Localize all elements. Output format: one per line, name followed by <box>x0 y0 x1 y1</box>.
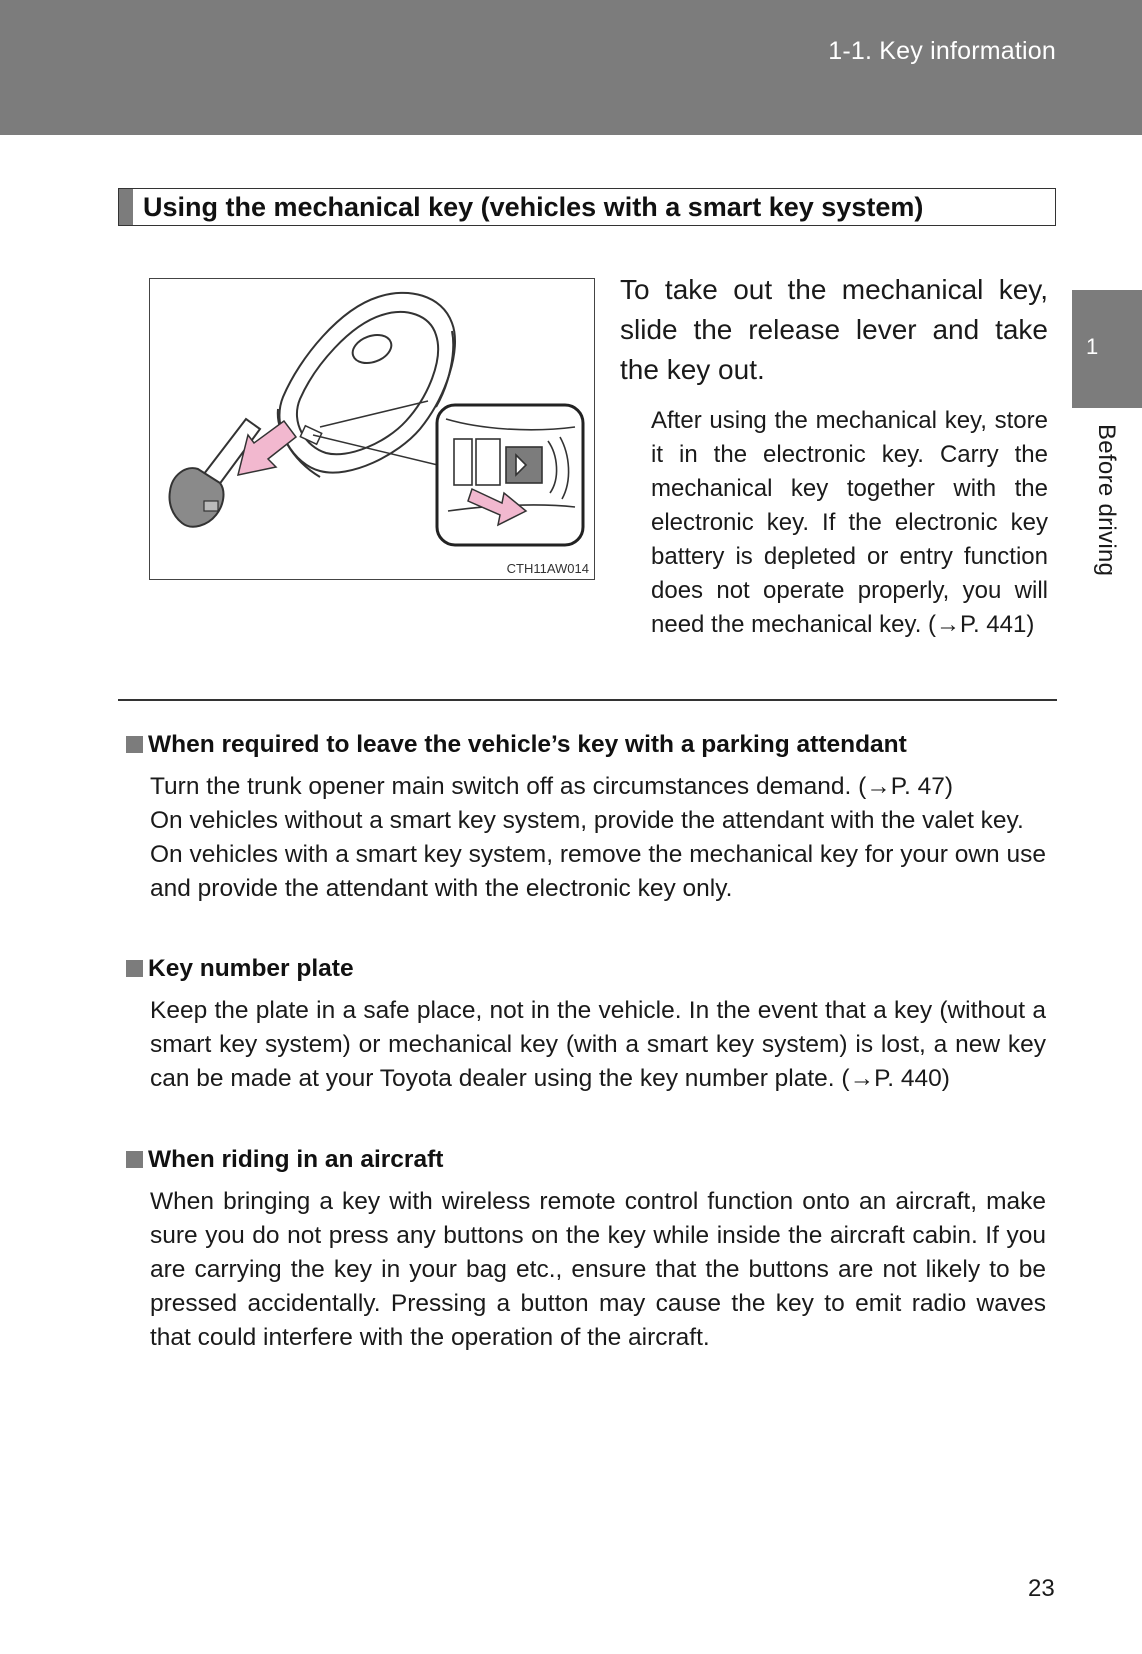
page-header <box>0 0 1142 135</box>
subsection-title <box>126 952 1056 986</box>
subsection-parking-attendant <box>126 728 1056 906</box>
subsection-body <box>126 994 1046 1096</box>
subsection-title-text: When riding in an aircraft <box>148 1146 444 1173</box>
paragraph: Turn the trunk opener main switch off as circumstances demand. (→P. 47) <box>150 773 953 800</box>
square-bullet-icon <box>126 736 143 753</box>
chapter-title: 1-1. Key information <box>828 37 1056 65</box>
subsection-aircraft <box>126 1143 1056 1355</box>
paragraph: On vehicles without a smart key system, provide the attendant with the valet key. <box>150 807 1024 834</box>
chapter-tab <box>1072 290 1142 408</box>
key-illustration <box>149 278 595 580</box>
square-bullet-icon <box>126 960 143 977</box>
subsection-body <box>126 770 1046 906</box>
subsection-title-text: Key number plate <box>148 955 354 982</box>
section-heading-text: Using the mechanical key (vehicles with a smart key system) <box>143 192 924 222</box>
chapter-number: 1 <box>1086 334 1099 359</box>
square-bullet-icon <box>126 1151 143 1168</box>
paragraph: Keep the plate in a safe place, not in the vehicle. In the event that a key (without a smart key system) or mechanical key (with a smart key system) is lost, a new key can be made at your Toyota dealer using the key number plate. (→P. 440) <box>150 997 1046 1092</box>
step-note: After using the mechanical key, store it in the electronic key. Carry the mechanical key together with the electronic key. If the electronic key battery is depleted or entry function does not operate properly, you will need the mechanical key. (→P. 441) <box>651 407 1048 638</box>
subsection-title-text: When required to leave the vehicle’s key with a parking attendant <box>148 731 907 758</box>
subsection-key-number-plate <box>126 952 1056 1096</box>
page-number: 23 <box>1028 1575 1055 1602</box>
paragraph: When bringing a key with wireless remote control function onto an aircraft, make sure you do not press any buttons on the key while inside the aircraft cabin. If you are carrying the key in your bag etc., ensure that the buttons are not likely to be pressed accidentally. Pressing a button may cause the key to emit radio waves that could interfere with the operation of the aircraft. <box>150 1188 1046 1351</box>
smart-key-drawing <box>150 279 596 581</box>
key-fob-icon <box>278 293 455 477</box>
section-heading <box>118 188 1056 226</box>
section-divider <box>118 699 1057 701</box>
figure-caption: CTH11AW014 <box>506 561 589 576</box>
heading-bar <box>119 189 133 225</box>
subsection-title <box>126 728 1056 762</box>
chapter-label: Before driving <box>1093 424 1120 577</box>
paragraph: On vehicles with a smart key system, remove the mechanical key for your own use and provide the attendant with the electronic key only. <box>150 841 1046 902</box>
subsection-body <box>126 1185 1046 1355</box>
subsection-title <box>126 1143 1056 1177</box>
step-instruction: To take out the mechanical key, slide the release lever and take the key out. <box>620 274 1048 385</box>
